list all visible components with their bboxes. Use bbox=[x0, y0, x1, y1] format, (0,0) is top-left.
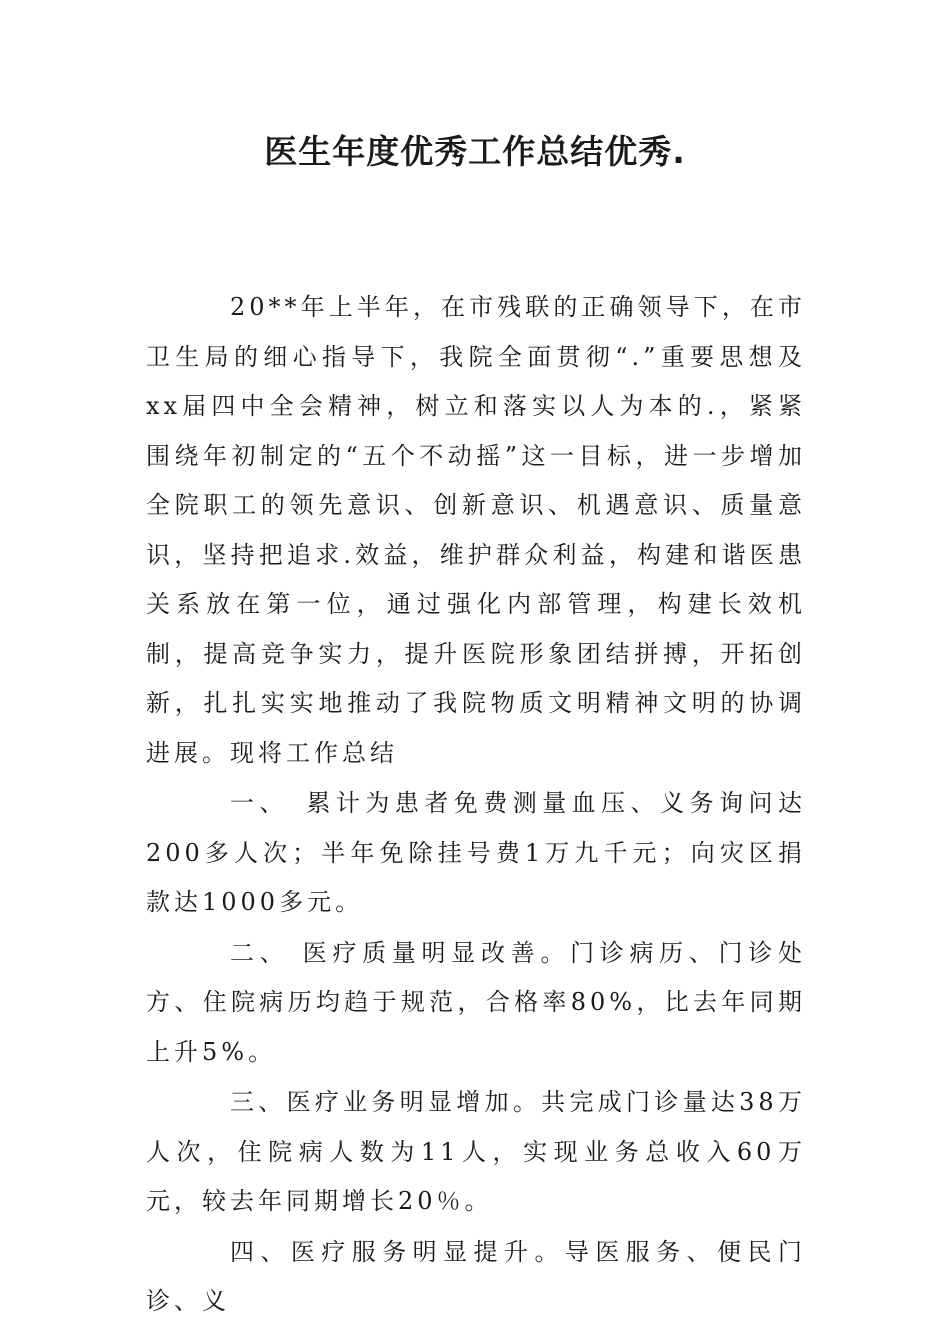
paragraph-item-2: 二、 医疗质量明显改善。门诊病历、门诊处方、住院病历均趋于规范，合格率80%，比去年同期上升5%。 bbox=[146, 938, 806, 1066]
paragraph-intro: 20**年上半年，在市残联的正确领导下，在市卫生局的细心指导下，我院全面贯彻“.”重要思想及xx届四中全会精神，树立和落实以人为本的.，紧紧围绕年初制定的“五个不动摇”这一目标，进一步增加全院职工的领先意识、创新意识、机遇意识、质量意识，坚持把追求.效益，维护群众利益，构建和谐医患关系放在第一位，通过强化内部管理，构建长效机制，提高竞争实力，提升医院形象团结拼搏，开拓创新，扎扎实实地推动了我院物质文明精神文明的协调进展。现将工作总结 bbox=[146, 293, 806, 767]
paragraph-item-1: 一、 累计为患者免费测量血压、义务询问达200多人次；半年免除挂号费1万九千元；向灾区捐款达1000多元。 bbox=[146, 789, 806, 916]
paragraph-item-4: 四、医疗服务明显提升。导医服务、便民门诊、义 bbox=[146, 1237, 806, 1315]
paragraph-item-3: 三、医疗业务明显增加。共完成门诊量达38万人次，住院病人数为11人，实现业务总收入60万元，较去年同期增长20％。 bbox=[146, 1088, 806, 1215]
document-body bbox=[146, 283, 806, 1328]
document-title: 医生年度优秀工作总结优秀. bbox=[264, 132, 686, 171]
